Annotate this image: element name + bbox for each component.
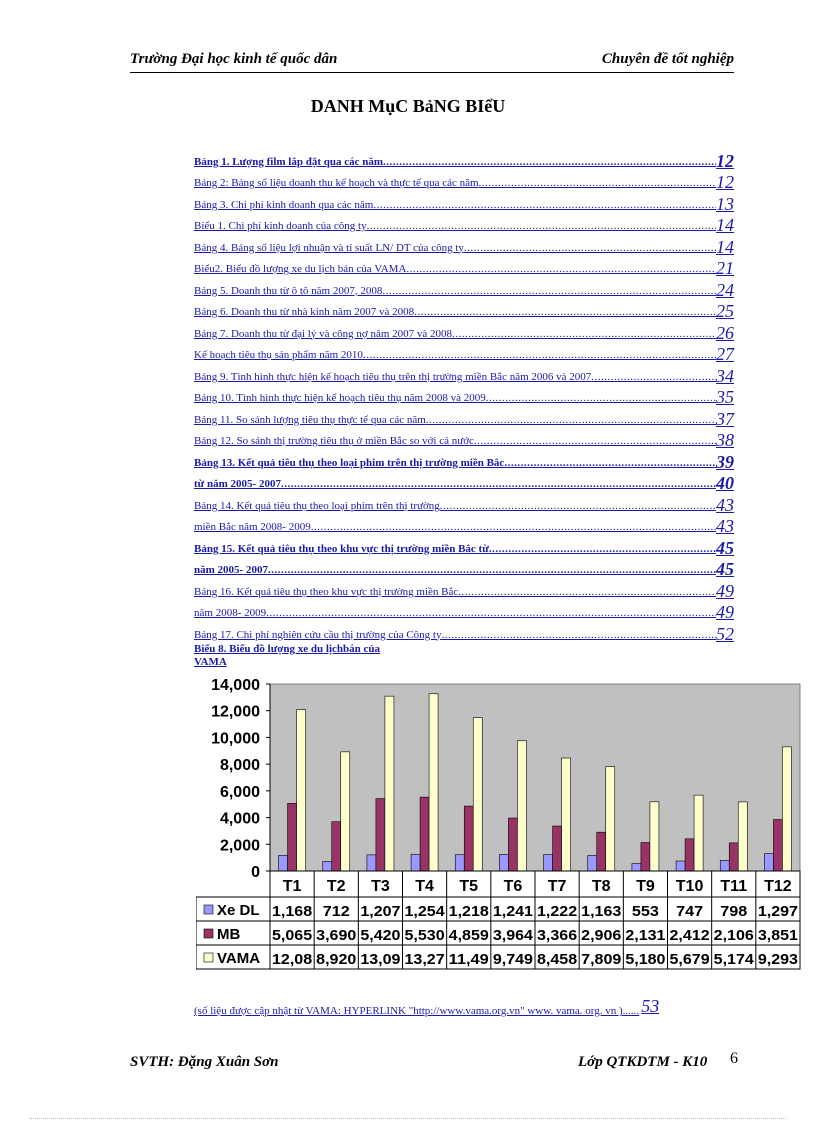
toc-leader-dots xyxy=(406,263,716,277)
toc-entry-page: 12 xyxy=(716,172,734,192)
data-label: 8,920 xyxy=(316,952,357,968)
y-tick-label: 14,000 xyxy=(211,677,260,694)
bar-mb xyxy=(553,826,562,871)
toc-entry[interactable] xyxy=(194,600,734,622)
y-tick-label: 4,000 xyxy=(219,810,260,828)
bar-xe-dl xyxy=(367,855,376,871)
data-label: 1,222 xyxy=(537,904,578,920)
data-label: 13,27 xyxy=(404,952,445,968)
source-note-page: 53 xyxy=(641,996,660,1016)
y-tick-label: 0 xyxy=(251,864,260,881)
toc-entry-page: 35 xyxy=(716,387,734,407)
data-label: 1,297 xyxy=(757,904,799,920)
x-tick-label: T1 xyxy=(282,878,302,895)
bar-mb xyxy=(376,799,385,871)
toc-entry-title: năm 2005- 2007 xyxy=(194,564,268,576)
bar-xe-dl xyxy=(632,864,641,871)
bar-mb xyxy=(508,818,517,871)
toc-entry-page: 49 xyxy=(716,602,734,622)
toc-entry-title: Bảng 1. Lượng film lắp đặt qua các năm xyxy=(194,155,384,168)
toc-entry-page: 26 xyxy=(716,322,734,343)
data-label: 2,412 xyxy=(669,928,710,944)
toc-entry[interactable] xyxy=(194,256,734,278)
bar-xe-dl xyxy=(411,854,420,871)
data-label: 3,964 xyxy=(492,928,533,944)
toc-entry-page: 14 xyxy=(716,215,734,235)
toc-entry[interactable] xyxy=(194,621,734,643)
toc-entry-page: 14 xyxy=(716,236,734,257)
data-label: 5,180 xyxy=(625,952,666,968)
toc-entry[interactable] xyxy=(194,191,734,213)
bar-mb xyxy=(332,822,341,871)
toc-entry-title: Bảng 5. Doanh thu từ ô tô năm 2007, 2008 xyxy=(194,284,383,297)
toc-leader-dots xyxy=(591,371,716,385)
toc-entry-page: 43 xyxy=(716,494,734,515)
toc-entry-title: Bảng 15. Kết quả tiêu thụ theo khu vực thị trường miền Bắc từ xyxy=(194,542,489,555)
toc-entry[interactable] xyxy=(194,363,734,385)
toc-entry-title: Bảng 9. Tình hình thực hiện kế hoạch tiêu thụ trên thị trường miền Bắc năm 2006 và 2007 xyxy=(194,370,592,383)
toc-leader-dots xyxy=(383,156,716,170)
bar-vama xyxy=(738,802,747,871)
toc-entry-title: từ năm 2005- 2007 xyxy=(194,478,281,490)
toc-entry-title: năm 2008- 2009 xyxy=(194,607,267,619)
bar-mb xyxy=(641,843,650,871)
table-of-tables xyxy=(194,148,734,643)
footer-class: Lớp QTKDTM - K10 xyxy=(578,1054,708,1070)
x-tick-label: T6 xyxy=(503,878,523,895)
toc-entry-title: Bảng 6. Doanh thu từ nhà kính năm 2007 và 2008 xyxy=(194,306,415,318)
page-header xyxy=(130,48,734,73)
data-label: 7,809 xyxy=(581,952,622,968)
bar-vama xyxy=(562,758,571,871)
chart-caption-line2[interactable]: VAMA xyxy=(194,656,227,668)
source-note[interactable] xyxy=(194,996,734,1017)
data-label: 5,065 xyxy=(272,928,313,944)
bar-xe-dl xyxy=(499,854,508,871)
bar-mb xyxy=(729,843,738,871)
x-tick-label: T2 xyxy=(326,878,346,895)
bar-mb xyxy=(288,803,297,871)
x-tick-label: T4 xyxy=(415,878,434,895)
toc-entry-page: 12 xyxy=(716,150,734,171)
toc-entry[interactable] xyxy=(194,428,734,450)
data-label: 8,458 xyxy=(537,952,578,968)
toc-leader-dots xyxy=(504,457,716,471)
toc-entry-page: 27 xyxy=(716,344,734,364)
toc-entry-title: Bảng 10. Tình hình thực hiện kế hoạch tiêu thụ năm 2008 và 2009 xyxy=(194,392,486,404)
data-label: 5,174 xyxy=(713,952,754,968)
bar-vama xyxy=(650,802,659,871)
legend-label: VAMA xyxy=(217,950,261,967)
data-label: 4,859 xyxy=(448,928,489,944)
x-tick-label: T11 xyxy=(720,878,748,895)
data-label: 5,420 xyxy=(360,928,401,944)
data-label: 798 xyxy=(720,904,748,920)
data-label: 12,08 xyxy=(272,952,313,968)
bar-vama xyxy=(694,795,703,871)
data-label: 11,49 xyxy=(448,952,489,968)
data-label: 3,366 xyxy=(537,928,578,944)
toc-entry[interactable] xyxy=(194,406,734,428)
toc-leader-dots xyxy=(281,478,716,492)
data-label: 5,530 xyxy=(404,928,445,944)
bar-vama xyxy=(385,696,394,871)
y-tick-label: 8,000 xyxy=(219,757,260,775)
bar-xe-dl xyxy=(455,855,464,871)
toc-entry-title: Bảng 4. Bảng số liệu lợi nhuận và tỉ suất LN/ DT của công ty xyxy=(194,241,464,254)
bar-mb xyxy=(773,820,782,871)
data-label: 5,679 xyxy=(669,952,710,968)
data-label: 3,851 xyxy=(757,928,799,944)
header-school: Trường Đại học kinh tế quốc dân xyxy=(130,51,338,67)
data-label: 1,218 xyxy=(448,904,489,920)
toc-entry[interactable] xyxy=(194,148,734,170)
toc-leader-dots xyxy=(363,349,716,363)
toc-entry-title: Bảng 13. Kết quả tiêu thụ theo loại phim trên thị trường miền Bắc xyxy=(194,456,505,469)
toc-entry[interactable] xyxy=(194,342,734,364)
bar-vama xyxy=(429,694,438,871)
toc-entry-page: 52 xyxy=(716,623,734,644)
data-label: 13,09 xyxy=(360,952,401,968)
data-label: 1,163 xyxy=(581,904,622,920)
data-label: 2,106 xyxy=(713,928,754,944)
toc-entry[interactable] xyxy=(194,535,734,557)
toc-entry[interactable] xyxy=(194,213,734,235)
legend-label: Xe DL xyxy=(217,902,260,919)
toc-entry-title: miền Bắc năm 2008- 2009 xyxy=(194,521,311,533)
y-tick-label: 2,000 xyxy=(219,837,260,855)
bar-vama xyxy=(297,710,306,871)
toc-entry-title: Kế hoạch tiêu thụ sản phẩm năm 2010 xyxy=(194,349,363,361)
toc-entry[interactable] xyxy=(194,385,734,407)
legend-swatch xyxy=(204,953,213,962)
toc-leader-dots xyxy=(452,328,716,342)
bar-xe-dl xyxy=(323,861,332,871)
toc-entry-title: Bảng 2: Bảng số liệu doanh thu kế hoạch và thực tế qua các năm xyxy=(194,177,479,189)
data-label: 712 xyxy=(322,904,350,920)
x-tick-label: T9 xyxy=(636,878,655,895)
bar-chart xyxy=(196,670,802,974)
bar-vama xyxy=(473,718,482,871)
data-label: 2,131 xyxy=(625,928,666,944)
toc-entry-page: 38 xyxy=(716,430,734,450)
bar-vama xyxy=(782,747,791,871)
toc-leader-dots xyxy=(373,199,716,213)
toc-entry-page: 24 xyxy=(716,279,734,300)
data-label: 747 xyxy=(676,904,704,920)
toc-entry[interactable] xyxy=(194,320,734,342)
toc-entry-title: Bảng 11. So sánh lượng tiêu thụ thực tế qua các năm xyxy=(194,413,426,426)
x-tick-label: T12 xyxy=(764,878,792,895)
data-label: 1,207 xyxy=(360,904,401,920)
bar-vama xyxy=(606,767,615,871)
bar-mb xyxy=(464,806,473,871)
toc-entry-page: 21 xyxy=(716,258,734,278)
bar-vama xyxy=(517,741,526,871)
bottom-divider xyxy=(30,1118,786,1119)
toc-entry-page: 39 xyxy=(716,451,734,472)
toc-entry-page: 45 xyxy=(716,559,734,579)
x-tick-label: T10 xyxy=(675,878,704,895)
toc-entry-page: 40 xyxy=(716,473,734,493)
x-tick-label: T8 xyxy=(591,878,611,895)
toc-entry-title: Biểu2. Biểu đồ lượng xe du lịch bán của VAMA xyxy=(194,263,407,275)
toc-entry-title: Bảng 3. Chi phí kinh doanh qua các năm xyxy=(194,198,374,211)
toc-entry[interactable] xyxy=(194,299,734,321)
toc-entry-title: Bảng 7. Doanh thu từ đại lý và công nợ năm 2007 và 2008 xyxy=(194,327,453,340)
toc-entry-page: 49 xyxy=(716,580,734,601)
y-tick-label: 6,000 xyxy=(219,783,260,801)
toc-leader-dots xyxy=(414,306,716,320)
toc-leader-dots xyxy=(458,586,716,600)
toc-entry-title: Bảng 14. Kết quả tiêu thụ theo loại phim trên thị trường xyxy=(194,499,440,512)
toc-leader-dots xyxy=(479,177,716,191)
data-label: 1,168 xyxy=(272,904,313,920)
legend-label: MB xyxy=(217,926,241,943)
data-label: 9,293 xyxy=(757,952,799,968)
toc-leader-dots xyxy=(489,543,716,557)
toc-leader-dots xyxy=(464,242,716,256)
toc-leader-dots xyxy=(266,607,716,621)
y-tick-label: 10,000 xyxy=(211,730,260,748)
toc-entry-title: Bảng 12. So sánh thị trường tiêu thụ ở miền Bắc so với cả nước xyxy=(194,435,474,447)
bar-xe-dl xyxy=(676,861,685,871)
bar-xe-dl xyxy=(588,855,597,871)
toc-entry[interactable] xyxy=(194,234,734,256)
bar-mb xyxy=(420,797,429,871)
toc-leader-dots xyxy=(268,564,716,578)
toc-leader-dots xyxy=(474,435,716,449)
toc-entry-page: 13 xyxy=(716,193,734,214)
x-tick-label: T3 xyxy=(371,878,390,895)
toc-leader-dots xyxy=(486,392,716,406)
toc-entry-page: 43 xyxy=(716,516,734,536)
header-doc-type: Chuyên đề tốt nghiệp xyxy=(601,51,734,67)
toc-leader-dots xyxy=(367,220,716,234)
bar-mb xyxy=(685,839,694,871)
footer-student: SVTH: Đặng Xuân Sơn xyxy=(130,1054,279,1070)
toc-entry[interactable] xyxy=(194,277,734,299)
bar-xe-dl xyxy=(544,855,553,871)
toc-leader-dots xyxy=(426,414,716,428)
toc-entry-title: Biểu 1. Chi phí kinh doanh của công ty xyxy=(194,220,367,232)
chart-caption[interactable]: Biểu 8. Biểu đồ lượng xe du lịchbán của xyxy=(194,643,380,655)
toc-leader-dots xyxy=(441,629,716,643)
legend-swatch xyxy=(204,929,213,938)
x-tick-label: T7 xyxy=(547,878,567,895)
bar-xe-dl xyxy=(720,860,729,871)
footer-page-number: 6 xyxy=(730,1050,738,1067)
toc-entry[interactable] xyxy=(194,578,734,600)
toc-entry[interactable] xyxy=(194,557,734,579)
toc-leader-dots xyxy=(311,521,716,535)
data-label: 3,690 xyxy=(316,928,357,944)
toc-entry[interactable] xyxy=(194,471,734,493)
data-label: 553 xyxy=(631,904,659,920)
toc-leader-dots xyxy=(440,500,716,514)
toc-entry-title: Bảng 16. Kết quả tiêu thụ theo khu vực thị trường miền Bắc xyxy=(194,585,459,598)
toc-entry[interactable] xyxy=(194,492,734,514)
toc-entry-page: 25 xyxy=(716,301,734,321)
bar-xe-dl xyxy=(764,854,773,871)
page-title: DANH MụC BảNG BIểU xyxy=(310,96,506,116)
toc-entry-page: 45 xyxy=(716,537,734,558)
y-tick-label: 12,000 xyxy=(211,703,260,721)
data-label: 2,906 xyxy=(581,928,622,944)
data-label: 1,241 xyxy=(492,904,533,920)
data-label: 9,749 xyxy=(492,952,533,968)
legend-swatch xyxy=(204,905,213,914)
data-label: 1,254 xyxy=(404,904,445,920)
toc-entry[interactable] xyxy=(194,514,734,536)
bar-xe-dl xyxy=(279,855,288,871)
source-note-text: (số liệu được cập nhật từ VAMA: HYPERLINK "http://www.vama.org.vn" www. vama. org. vn )...... xyxy=(194,1005,640,1017)
bar-vama xyxy=(341,752,350,871)
toc-entry-title: Bảng 17. Chi phí nghiên cứu cầu thị trường của Công ty xyxy=(194,628,442,641)
toc-entry-page: 37 xyxy=(716,408,734,429)
toc-entry-page: 34 xyxy=(716,365,734,386)
bar-mb xyxy=(597,832,606,871)
x-tick-label: T5 xyxy=(459,878,479,895)
toc-entry[interactable] xyxy=(194,449,734,471)
toc-leader-dots xyxy=(382,285,716,299)
toc-entry[interactable] xyxy=(194,170,734,192)
